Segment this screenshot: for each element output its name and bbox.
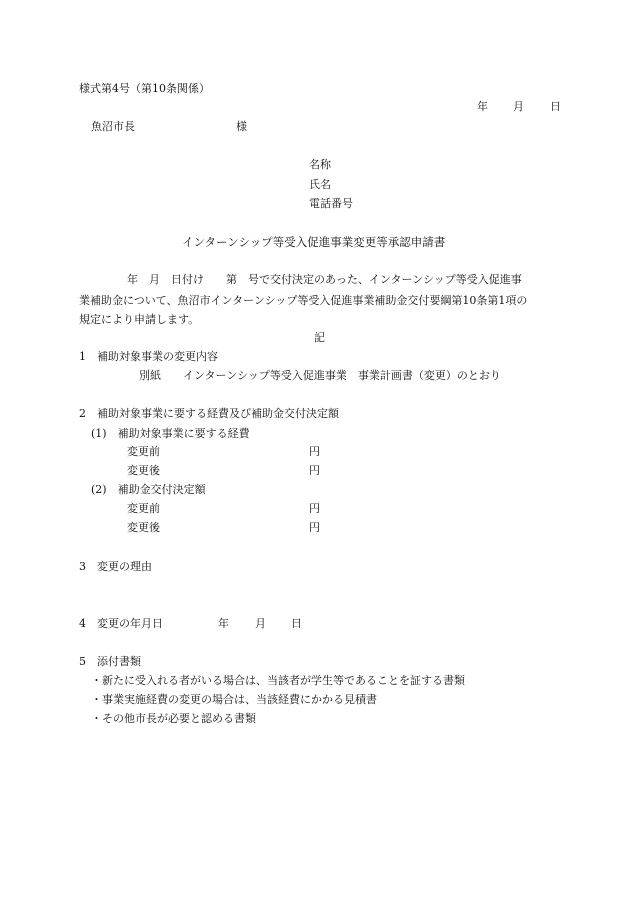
addressee: 魚沼市長 [91,120,135,133]
section-5-heading: 5 添付書類 [79,655,141,668]
section-2-heading: 2 補助対象事業に要する経費及び補助金交付決定額 [79,407,339,420]
section-4-day: 日 [291,617,302,630]
section-1-heading: 1 補助対象事業の変更内容 [79,350,218,363]
section-4-year: 年 [218,617,229,630]
section-3-heading: 3 変更の理由 [79,560,152,573]
section-2-sub-1-after: 変更後 [127,464,160,477]
section-2-sub-1-after-yen: 円 [309,464,320,477]
date-day-label: 日 [550,100,561,113]
addressee-honorific: 様 [236,120,247,133]
body-line-3: 規定により申請します。 [79,313,200,326]
section-2-sub-2-before-yen: 円 [309,502,320,515]
section-4-month: 月 [255,617,266,630]
form-number: 様式第4号（第10条関係） [79,82,210,95]
applicant-name-label: 名称 [309,158,331,171]
date-year-label: 年 [477,100,488,113]
section-4-heading: 4 変更の年月日 [79,617,163,630]
date-month-label: 月 [513,100,524,113]
ki-mark: 記 [314,331,325,344]
section-2-sub-2: (2) 補助金交付決定額 [91,483,206,496]
body-line-1: 年 月 日付け 第 号で交付決定のあった、インターンシップ等受入促進事 [127,273,522,286]
section-2-sub-1-before-yen: 円 [309,445,320,458]
applicant-phone-label: 電話番号 [309,197,353,210]
body-line-2: 業補助金について、魚沼市インターンシップ等受入促進事業補助金交付要綱第10条第1項の [79,294,528,307]
section-2-sub-2-after-yen: 円 [309,521,320,534]
section-2-sub-2-after: 変更後 [127,521,160,534]
attachment-item: ・新たに受入れる者がいる場合は、当該者が学生等であることを証する書類 [91,674,465,687]
section-2-sub-1: (1) 補助対象事業に要する経費 [91,427,250,440]
section-1-detail: 別紙 インターンシップ等受入促進事業 事業計画書（変更）のとおり [139,369,501,382]
section-2-sub-2-before: 変更前 [127,502,160,515]
document-title: インターンシップ等受入促進事業変更等承認申請書 [182,235,446,249]
applicant-person-label: 氏名 [309,178,331,191]
section-2-sub-1-before: 変更前 [127,445,160,458]
attachment-item: ・事業実施経費の変更の場合は、当該経費にかかる見積書 [91,693,377,706]
attachment-item: ・その他市長が必要と認める書類 [91,712,256,725]
